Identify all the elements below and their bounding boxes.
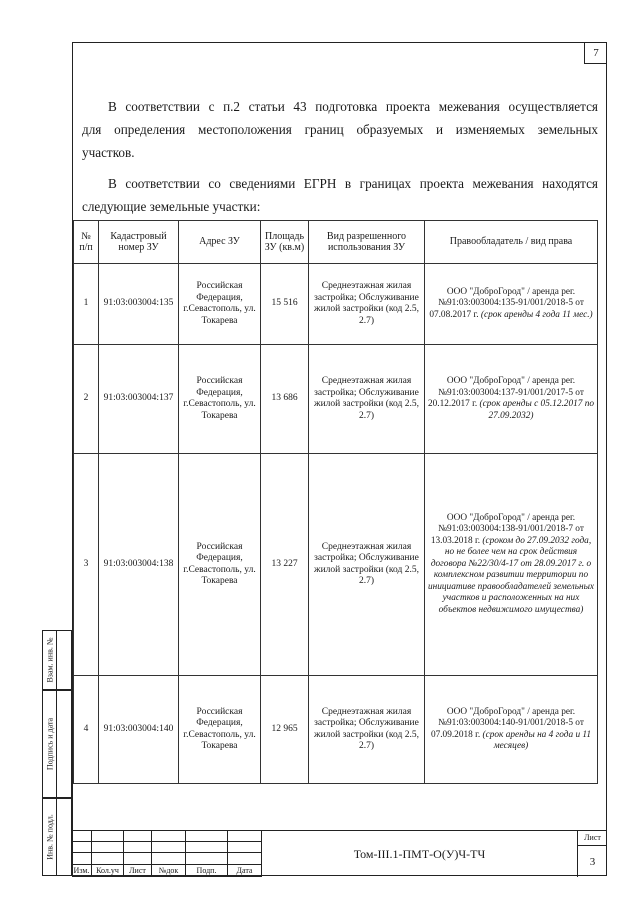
paragraph-egrn: В соответствии со сведениями ЕГРН в границах проекта межевания находятся следующие земельные участки: [82,176,598,214]
table-row: 4 91:03:003004:140 Российская Федерация, г.Севастополь, ул. Токарева 12 965 Среднеэтажная жилая застройка; Обслуживание жилой застройки (код 2.5, 2.7) ООО "ДоброГород" / аренда рег.№91:03:003004:140-91/001/2018-5 от 07.09.2018 г. (срок аренды на 4 года и 11 месяцев) [74,676,598,784]
header-area: Площадь ЗУ (кв.м) [261,221,309,264]
header-use: Вид разрешенного использования ЗУ [309,221,425,264]
stamp-col-list: Лист [124,865,152,877]
side-stamp [42,630,72,876]
sidebar-vzam: Взам. инв. № [45,637,54,683]
paragraph-intro: В соответствии с п.2 статьи 43 подготовка проекта межевания осуществляется для определения местоположения границ образуемых и изменяемых земельных участков. [82,99,598,160]
stamp-col-kolu: Кол.уч [92,865,124,877]
land-plots-table [73,220,598,784]
sheet-box [578,831,607,877]
title-block [72,830,607,877]
table-row: 2 91:03:003004:137 Российская Федерация, г.Севастополь, ул. Токарева 13 686 Среднеэтажная жилая застройка; Обслуживание жилой застройки (код 2.5, 2.7) ООО "ДоброГород" / аренда рег.№91:03:003004:137-91/001/2017-5 от 20.12.2017 г. (срок аренды с 05.12.2017 по 27.09.2032) [74,345,598,454]
sheet-label: Лист [578,831,607,846]
stamp-col-podp: Подп. [186,865,228,877]
header-address: Адрес ЗУ [179,221,261,264]
stamp-col-ndok: №док [152,865,186,877]
table-header [74,221,598,264]
table-row: 1 91:03:003004:135 Российская Федерация, г.Севастополь, ул. Токарева 15 516 Среднеэтажная жилая застройка; Обслуживание жилой застройки (код 2.5, 2.7) ООО "ДоброГород" / аренда рег.№91:03:003004:135-91/001/2018-5 от 07.08.2017 г. (срок аренды 4 года 11 мес.) [74,264,598,345]
header-owner: Правообладатель / вид права [425,221,598,264]
sidebar-podpis: Подпись и дата [45,717,54,771]
document-code: Том-III.1-ПМТ-О(У)Ч-ТЧ [262,831,578,877]
page-number: 7 [584,42,607,64]
stamp-col-data: Дата [228,865,262,877]
table-row: 3 91:03:003004:138 Российская Федерация, г.Севастополь, ул. Токарева 13 227 Среднеэтажная жилая застройка; Обслуживание жилой застройки (код 2.5, 2.7) ООО "ДоброГород" / аренда рег.№91:03:003004:138-91/001/2018-7 от 13.03.2018 г. (сроком до 27.09.2032 года, но не более чем на срок действия договора №22/30/4-17 от 28.09.2017 г. о комплексном развитии территории по инициативе правообладателей земельных участков и расположенных на них объектов недвижимого имущества) [74,454,598,676]
stamp-col-izm: Изм. [72,865,92,877]
sheet-number: 3 [589,856,596,868]
header-num: № п/п [74,221,99,264]
header-cadastral: Кадастровый номер ЗУ [99,221,179,264]
sidebar-inv: Инв. № подл. [45,814,54,860]
